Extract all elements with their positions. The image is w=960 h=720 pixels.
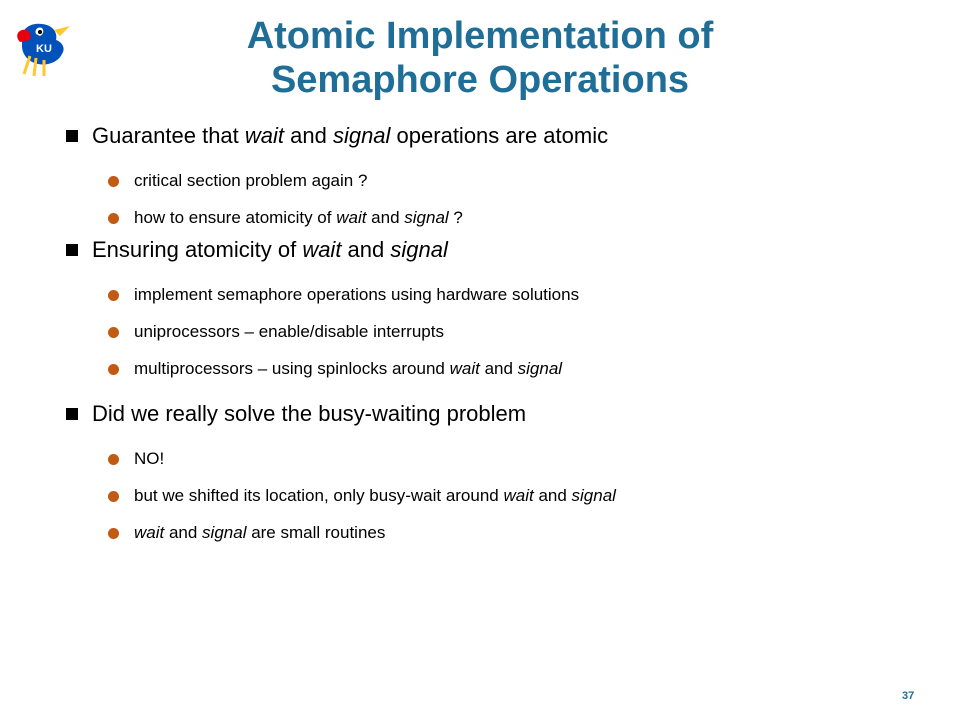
italic-text: wait	[134, 523, 165, 542]
text-run: how to ensure atomicity of	[134, 208, 337, 227]
round-bullet-icon	[108, 528, 119, 539]
text-run: Did we really solve the busy-waiting problem	[92, 401, 527, 426]
sub-bullet-item	[134, 522, 385, 544]
square-bullet-icon	[66, 130, 78, 142]
bullet-item	[92, 400, 526, 428]
text-run: critical section problem again ?	[134, 171, 368, 190]
italic-text: signal	[332, 123, 391, 148]
text-run: and	[284, 123, 333, 148]
italic-text: wait	[302, 237, 342, 262]
round-bullet-icon	[108, 491, 119, 502]
sub-bullet-item	[134, 321, 444, 343]
square-bullet-icon	[66, 408, 78, 420]
text-run: uniprocessors – enable/disable interrupts	[134, 322, 444, 341]
bullet-item	[92, 236, 448, 264]
text-run: NO!	[134, 449, 165, 468]
italic-text: signal	[571, 486, 616, 505]
round-bullet-icon	[108, 364, 119, 375]
text-run: and	[479, 359, 518, 378]
slide-title-line-2: Semaphore Operations	[270, 59, 690, 101]
italic-text: signal	[404, 208, 449, 227]
text-run: are small routines	[246, 523, 386, 542]
round-bullet-icon	[108, 213, 119, 224]
text-run: multiprocessors – using spinlocks around	[134, 359, 450, 378]
text-run: Guarantee that	[92, 123, 245, 148]
round-bullet-icon	[108, 327, 119, 338]
italic-text: signal	[517, 359, 563, 378]
bullet-item	[92, 122, 608, 150]
text-run: operations are atomic	[390, 123, 609, 148]
sub-bullet-item	[134, 485, 616, 507]
text-run: and	[533, 486, 572, 505]
sub-bullet-item	[134, 358, 562, 380]
text-run: and	[366, 208, 405, 227]
sub-bullet-item	[134, 170, 367, 192]
text-run: but we shifted its location, only busy-wait around	[134, 486, 504, 505]
round-bullet-icon	[108, 454, 119, 465]
sub-bullet-item	[134, 207, 463, 229]
italic-text: signal	[202, 523, 247, 542]
round-bullet-icon	[108, 290, 119, 301]
round-bullet-icon	[108, 176, 119, 187]
italic-text: signal	[390, 237, 448, 262]
italic-text: wait	[449, 359, 480, 378]
italic-text: wait	[503, 486, 534, 505]
italic-text: wait	[244, 123, 285, 148]
slide-title-line-1: Atomic Implementation of	[246, 15, 714, 57]
page-number: 37	[902, 690, 915, 702]
text-run: and	[164, 523, 203, 542]
square-bullet-icon	[66, 244, 78, 256]
svg-text:KU: KU	[36, 43, 52, 55]
sub-bullet-item	[134, 284, 579, 306]
sub-bullet-item	[134, 448, 164, 470]
text-run: implement semaphore operations using hardware solutions	[134, 285, 580, 304]
italic-text: wait	[336, 208, 367, 227]
text-run: and	[341, 237, 391, 262]
text-run: Ensuring atomicity of	[92, 237, 303, 262]
text-run: ?	[448, 208, 463, 227]
